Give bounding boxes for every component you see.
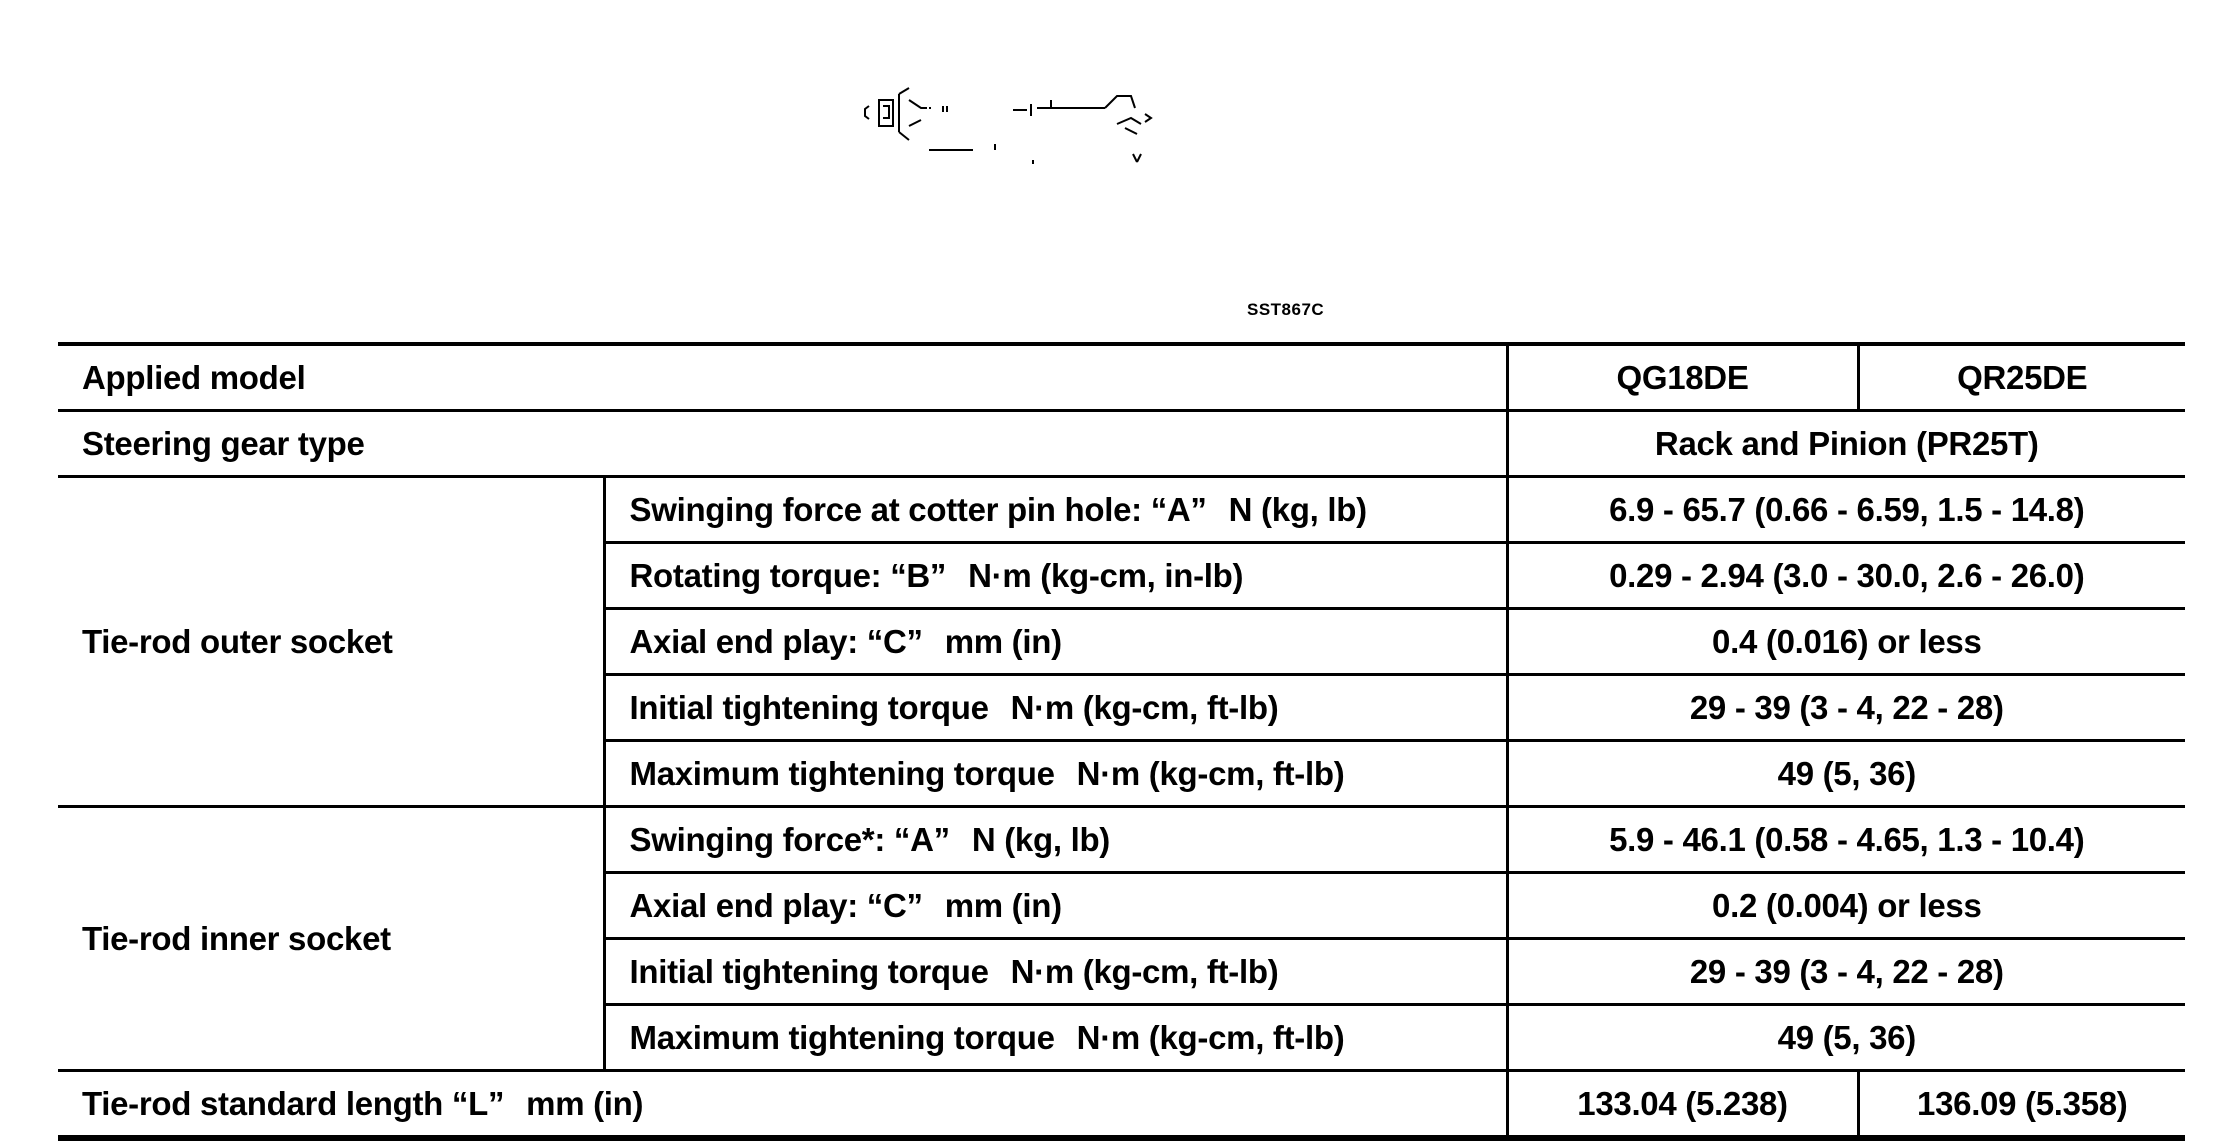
applied-model-label: Applied model <box>58 344 1507 411</box>
table-cell-item <box>604 543 1507 609</box>
table-cell-value: 49 (5, 36) <box>1507 1005 2185 1071</box>
standard-length-unit: mm (in) <box>526 1084 644 1122</box>
item-name: Axial end play: “C” <box>629 886 923 924</box>
specification-table <box>58 342 2185 1141</box>
table-cell-value: 0.4 (0.016) or less <box>1507 609 2185 675</box>
inner-socket-label: Tie-rod inner socket <box>58 807 604 1071</box>
standard-length-label <box>58 1071 1507 1139</box>
model-qg18de: QG18DE <box>1507 344 1858 411</box>
standard-length-name: Tie-rod standard length “L” <box>82 1084 505 1122</box>
table-cell-item <box>604 741 1507 807</box>
item-name: Swinging force at cotter pin hole: “A” <box>629 490 1207 528</box>
item-name: Swinging force*: “A” <box>629 820 950 858</box>
steering-gear-type-label: Steering gear type <box>58 411 1507 477</box>
table-cell-item <box>604 477 1507 543</box>
item-unit: N·m (kg-cm, ft-lb) <box>1076 754 1345 792</box>
item-name: Rotating torque: “B” <box>629 556 947 594</box>
item-unit: N·m (kg-cm, ft-lb) <box>1010 952 1279 990</box>
item-name: Initial tightening torque <box>629 952 989 990</box>
standard-length-qr25de: 136.09 (5.358) <box>1858 1071 2185 1139</box>
table-cell-item <box>604 609 1507 675</box>
table-cell-value: 49 (5, 36) <box>1507 741 2185 807</box>
table-row <box>58 807 2185 873</box>
item-unit: N (kg, lb) <box>971 820 1110 858</box>
item-name: Axial end play: “C” <box>629 622 923 660</box>
table-cell-item <box>604 1005 1507 1071</box>
item-unit: N·m (kg-cm, ft-lb) <box>1010 688 1279 726</box>
item-name: Initial tightening torque <box>629 688 989 726</box>
item-unit: mm (in) <box>944 622 1062 660</box>
item-unit: N (kg, lb) <box>1228 490 1367 528</box>
table-cell-value: 29 - 39 (3 - 4, 22 - 28) <box>1507 675 2185 741</box>
item-unit: N·m (kg-cm, in-lb) <box>968 556 1244 594</box>
table-cell-item <box>604 675 1507 741</box>
table-row <box>58 411 2185 477</box>
table-cell-item <box>604 939 1507 1005</box>
table-row <box>58 1071 2185 1139</box>
figure-code: SST867C <box>1247 300 1325 319</box>
table-cell-value: 6.9 - 65.7 (0.66 - 6.59, 1.5 - 14.8) <box>1507 477 2185 543</box>
outer-socket-label: Tie-rod outer socket <box>58 477 604 807</box>
standard-length-qg18de: 133.04 (5.238) <box>1507 1071 1858 1139</box>
item-name: Maximum tightening torque <box>629 754 1055 792</box>
table-row <box>58 477 2185 543</box>
table-cell-value: 0.2 (0.004) or less <box>1507 873 2185 939</box>
table-cell-value: 29 - 39 (3 - 4, 22 - 28) <box>1507 939 2185 1005</box>
table-cell-item <box>604 807 1507 873</box>
steering-gear-type-value: Rack and Pinion (PR25T) <box>1507 411 2185 477</box>
model-qr25de: QR25DE <box>1858 344 2185 411</box>
table-row <box>58 344 2185 411</box>
item-unit: N·m (kg-cm, ft-lb) <box>1076 1018 1345 1056</box>
tie-rod-diagram <box>855 78 1195 178</box>
table-cell-value: 5.9 - 46.1 (0.58 - 4.65, 1.3 - 10.4) <box>1507 807 2185 873</box>
item-unit: mm (in) <box>944 886 1062 924</box>
table-cell-item <box>604 873 1507 939</box>
table-cell-value: 0.29 - 2.94 (3.0 - 30.0, 2.6 - 26.0) <box>1507 543 2185 609</box>
item-name: Maximum tightening torque <box>629 1018 1055 1056</box>
